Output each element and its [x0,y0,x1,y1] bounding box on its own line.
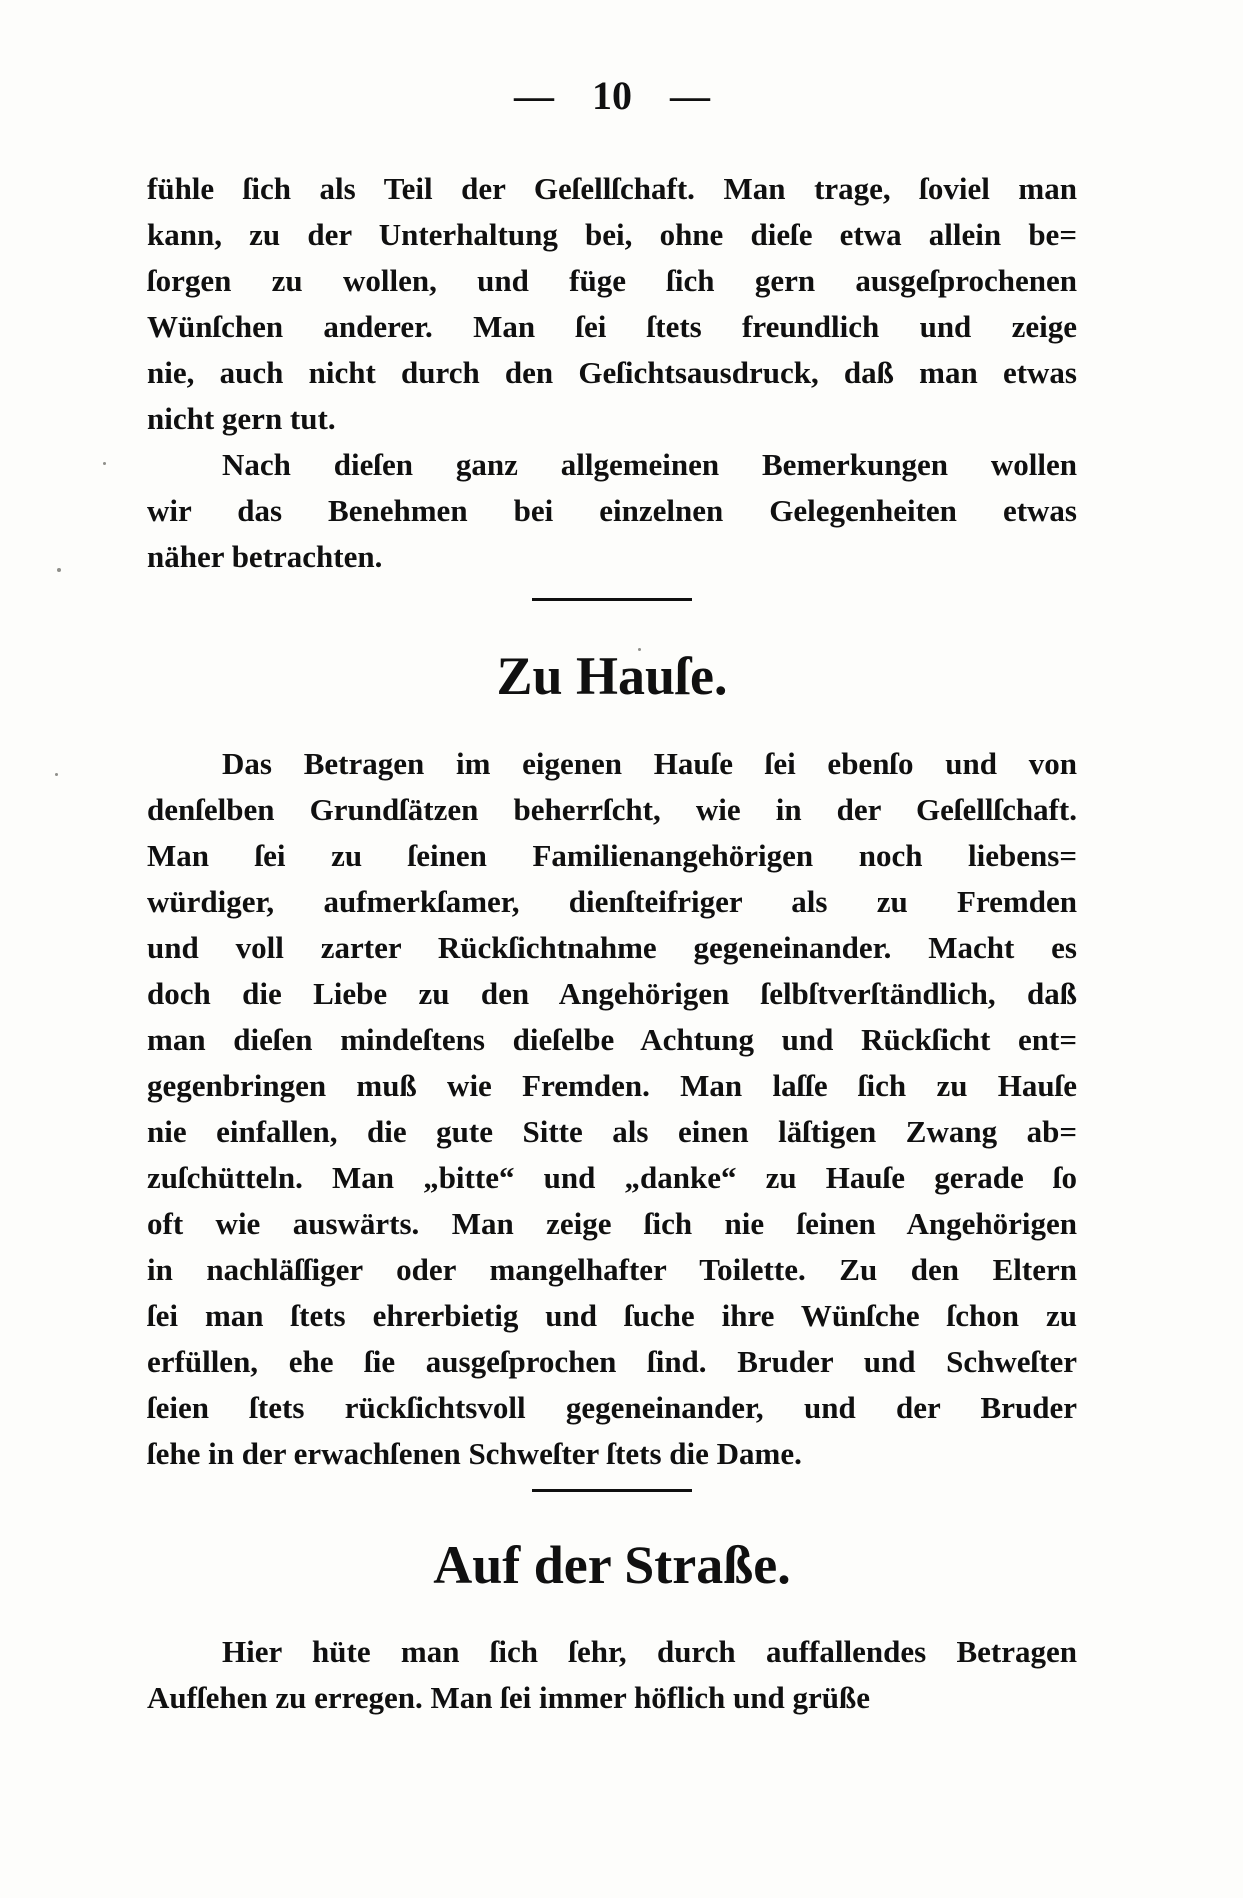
text-line: nicht gern tut. [147,401,336,436]
text-line: Nach dieſen ganz allgemeinen Bemerkungen wollen [222,447,1077,482]
text-line: Man ſei zu ſeinen Familienangehörigen noch liebens= [147,838,1077,873]
text-line: würdiger, aufmerkſamer, dienſteifriger als zu Fremden [147,884,1077,919]
text-line: in nachläſſiger oder mangelhafter Toilette. Zu den Eltern [147,1252,1077,1287]
header-dash-right: — [670,73,710,118]
text-line: nie, auch nicht durch den Geſichtsausdruck, daß man etwas [147,355,1077,390]
street-paragraph [147,1629,1077,1721]
text-line: ſehe in der erwachſenen Schweſter ſtets die Dame. [147,1436,802,1471]
header-dash-left: — [514,73,554,118]
text-line: oft wie auswärts. Man zeige ſich nie ſeinen Angehörigen [147,1206,1077,1241]
intro-paragraph [147,166,1077,442]
text-line: wir das Benehmen bei einzelnen Gelegenheiten etwas [147,493,1077,528]
section-divider [532,598,692,601]
scan-speck [57,568,61,572]
section-heading-zu-hause: Zu Hauſe. [496,646,728,706]
text-column [147,0,1077,1721]
text-line: ſei man ſtets ehrerbietig und ſuche ihre Wünſche ſchon zu [147,1298,1077,1333]
text-line: man dieſen mindeſtens dieſelbe Achtung und Rückſicht ent= [147,1022,1077,1057]
text-line: denſelben Grundſätzen beherrſcht, wie in der Geſellſchaft. [147,792,1077,827]
scan-speck [55,773,58,776]
text-line: Hier hüte man ſich ſehr, durch auffallendes Betragen [222,1634,1077,1669]
text-line: erfüllen, ehe ſie ausgeſprochen ſind. Bruder und Schweſter [147,1344,1077,1379]
page-number: 10 [592,73,632,118]
text-line: doch die Liebe zu den Angehörigen ſelbſtverſtändlich, daß [147,976,1077,1011]
text-line: kann, zu der Unterhaltung bei, ohne dieſe etwa allein be= [147,217,1077,252]
text-line: und voll zarter Rückſichtnahme gegeneinander. Macht es [147,930,1077,965]
text-line: fühle ſich als Teil der Geſellſchaft. Man trage, ſoviel man [147,171,1077,206]
text-line: Aufſehen zu erregen. Man ſei immer höflich und grüße [147,1680,871,1715]
text-line: gegenbringen muß wie Fremden. Man laſſe ſich zu Hauſe [147,1068,1077,1103]
scan-speck [103,462,106,465]
page-header [147,74,1077,118]
text-line: Das Betragen im eigenen Hauſe ſei ebenſo und von [222,746,1077,781]
section-divider [532,1489,692,1492]
text-line: ſorgen zu wollen, und füge ſich gern ausgeſprochenen [147,263,1077,298]
section-heading-auf-der-strasse: Auf der Straße. [433,1535,791,1595]
home-paragraph [147,741,1077,1477]
text-line: näher betrachten. [147,539,383,574]
transition-paragraph [147,442,1077,580]
text-line: Wünſchen anderer. Man ſei ſtets freundlich und zeige [147,309,1077,344]
text-line: nie einfallen, die gute Sitte als einen läſtigen Zwang ab= [147,1114,1077,1149]
text-line: zuſchütteln. Man „bitte“ und „danke“ zu Hauſe gerade ſo [147,1160,1077,1195]
text-line: ſeien ſtets rückſichtsvoll gegeneinander, und der Bruder [147,1390,1077,1425]
